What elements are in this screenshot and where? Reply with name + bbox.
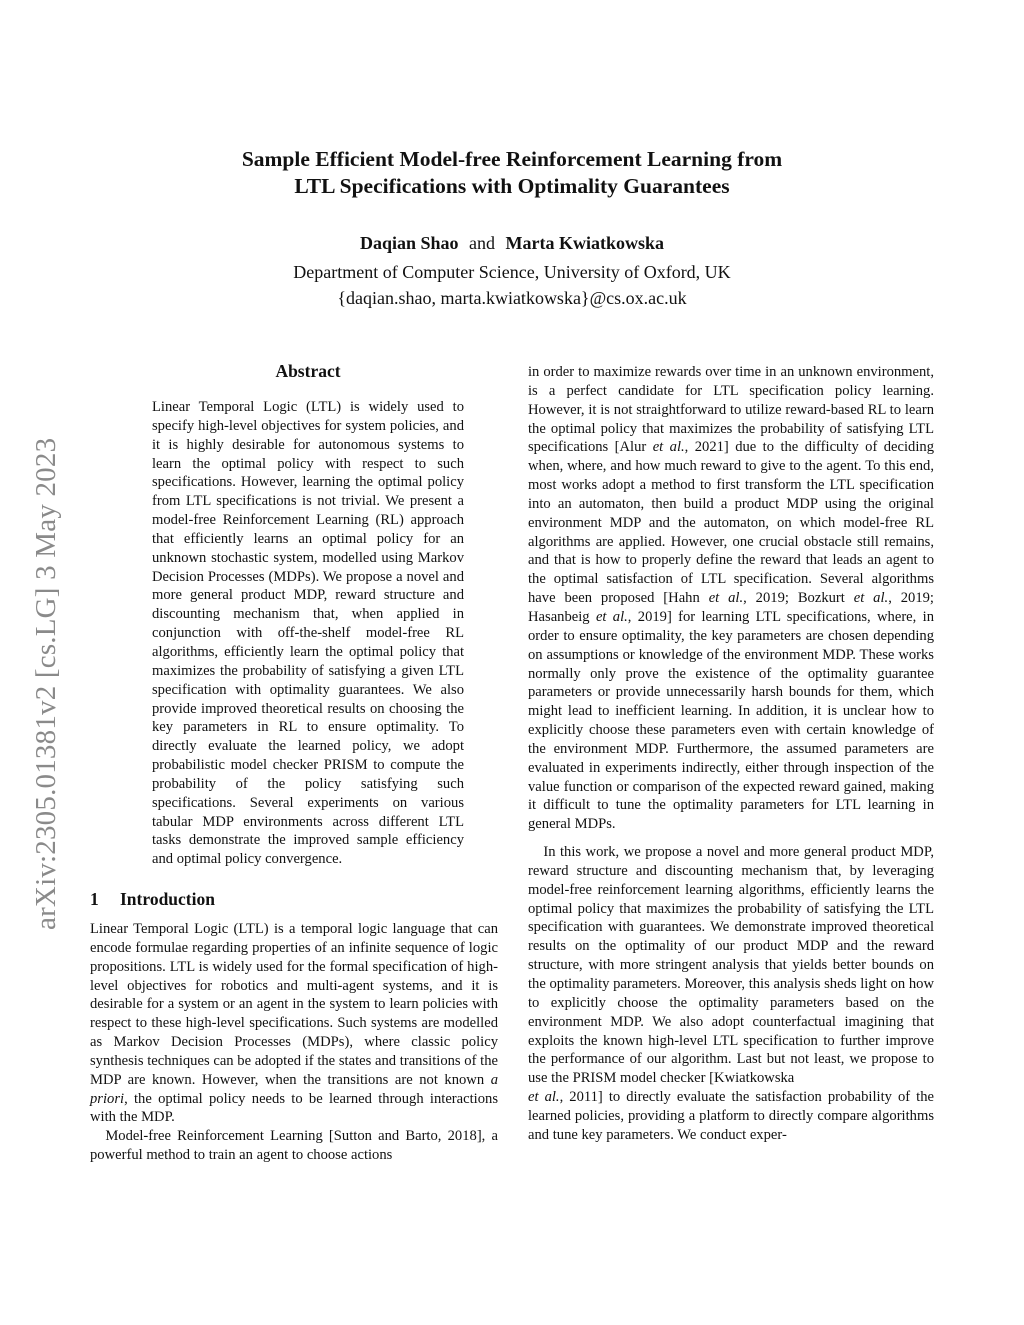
- author-separator: and: [469, 233, 496, 253]
- citation-etal: et al.: [528, 1089, 560, 1106]
- author-1: Daqian Shao: [359, 233, 459, 253]
- title-line-1: Sample Efficient Model-free Reinforcement Learning from: [241, 147, 783, 171]
- citation-etal: et al.: [652, 439, 685, 456]
- right-p2-text-b: , 2011] to directly evaluate the satisfaction probability of the learned policies, providing a platform to directly compare algorithms and tune key parameters. We conduct exper-: [528, 1089, 934, 1143]
- section-number: 1: [90, 889, 99, 909]
- email: {daqian.shao, marta.kwiatkowska}@cs.ox.ac.uk: [337, 288, 687, 308]
- intro-p1-emphasis: a priori: [90, 1071, 498, 1107]
- author-2: Marta Kwiatkowska: [505, 233, 665, 253]
- right-p1-text-b: , 2021] due to the difficulty of deciding when, where, and how much reward to give to the agent. To this end, most works adopt a method to first transform the LTL specification into an automaton, then build a product MDP using the original environment MDP and the automaton, on which model-free RL algorithms are applied. However, one crucial obstacle still remains, and that is how to properly define the reward that leads an agent to the optimal satisfaction of LTL specification. Several algorithms have been proposed [Hahn: [528, 439, 934, 607]
- title-line-2: LTL Specifications with Optimality Guarantees: [294, 174, 730, 198]
- introduction-body: [90, 920, 498, 1165]
- affiliation-block: [120, 259, 904, 311]
- arxiv-stamp: arXiv:2305.01381v2 [cs.LG] 3 May 2023: [30, 437, 62, 930]
- abstract-text: Linear Temporal Logic (LTL) is widely used to specify high-level objectives for system policies, and it is highly desirable for autonomous systems to learn the optimal policy with respect to such specifications. However, learning the optimal policy from LTL specifications is not trivial. We present a model-free Reinforcement Learning (RL) approach that efficiently learns an optimal policy for an unknown stochastic system, modelled using Markov Decision Processes (MDPs). We propose a novel and more general product MDP, reward structure and discounting mechanism that, when applied in conjunction with off-the-shelf model-free RL algorithms, efficiently learn the optimal policy that maximizes the probability of satisfying a given LTL specification with optimality guarantees. We also provide improved theoretical results on choosing the key parameters in RL to ensure optimality. To directly evaluate the learned policy, we adopt probabilistic model checker PRISM to compute the probability of the policy satisfying such specifications. Several experiments on various tabular MDP environments across different LTL tasks demonstrate the improved sample efficiency and optimal policy convergence.: [152, 399, 464, 868]
- right-paragraph-1: [528, 363, 934, 834]
- right-p1-text-a: in order to maximize rewards over time in an unknown environment, is a perfect candidate for LTL specification policy learning. However, it is not straightforward to utilize reward-based RL to learn the optimal policy that maximizes the probability of satisfying LTL specifications [Alur: [528, 364, 934, 456]
- intro-paragraph-2: Model-free Reinforcement Learning [Sutton and Barto, 2018], a powerful method to train an agent to choose actions: [90, 1128, 498, 1164]
- right-column-body: [528, 363, 934, 1145]
- citation-etal: et al.: [595, 608, 628, 625]
- section-title: Introduction: [120, 889, 215, 909]
- section-heading-introduction: [90, 889, 215, 910]
- abstract-heading: Abstract: [275, 361, 341, 381]
- affiliation: Department of Computer Science, University of Oxford, UK: [293, 262, 731, 282]
- right-p2-text-a: In this work, we propose a novel and more general product MDP, reward structure and discounting mechanism that, by leveraging model-free reinforcement learning algorithms, efficiently learns the optimal policy that maximizes the probability of satisfying the LTL specification with guarantees. We demonstrate improved theoretical results on the optimality of our product MDP and the reward structure, with more stringent analysis that yields better bounds on the optimality parameters. Moreover, this analysis sheds light on how to explicitly choose the optimality parameters based on the environment MDP. We also adopt counterfactual imagining that exploits the known high-level LTL specification to further improve the performance of our algorithm. Last but not least, we propose to use the PRISM model checker [Kwiatkowska: [528, 844, 934, 1087]
- citation-etal: et al.: [708, 590, 744, 607]
- intro-paragraph-1: [90, 920, 498, 1127]
- right-p1-text-e: , 2019] for learning LTL specifications, where, in order to ensure optimality, the key parameters are chosen depending on assumptions or knowledge of the environment MDP. These works normally only prove the existence of the optimality guarantee parameters or provide unnecessarily harsh bounds for them, which might lead to inefficient learning. In addition, it is unclear how to explicitly choose these parameters even with certain knowledge of the environment MDP. Furthermore, the assumed parameters are evaluated in experiments indirectly, either through inspection of the value function or comparison of the expected reward gained, making it difficult to tune the optimality parameters for LTL learning in general MDPs.: [528, 608, 934, 833]
- right-p1-text-d: , 2019; Hasanbeig: [528, 590, 934, 625]
- authors: [120, 231, 904, 255]
- intro-p1-text-a: Linear Temporal Logic (LTL) is a temporal logic language that can encode formulae regarding properties of an infinite sequence of logic propositions. LTL is widely used for the formal specification of high-level objectives for robotics and multi-agent systems, and it is desirable for a system or an agent in the system to learn policies with respect to these high-level specifications. Such systems are modelled as Markov Decision Processes (MDPs), where classic policy synthesis techniques can be adopted if the states and transitions of the MDP are known. However, when the transitions are not known: [90, 921, 498, 1088]
- intro-p1-text-b: , the optimal policy needs to be learned through interactions with the MDP.: [90, 1090, 498, 1126]
- abstract-body: [152, 398, 464, 869]
- right-paragraph-2: [528, 843, 934, 1145]
- citation-etal: et al.: [853, 590, 889, 607]
- paper-title: [120, 146, 904, 200]
- right-p1-text-c: , 2019; Bozkurt: [743, 590, 845, 607]
